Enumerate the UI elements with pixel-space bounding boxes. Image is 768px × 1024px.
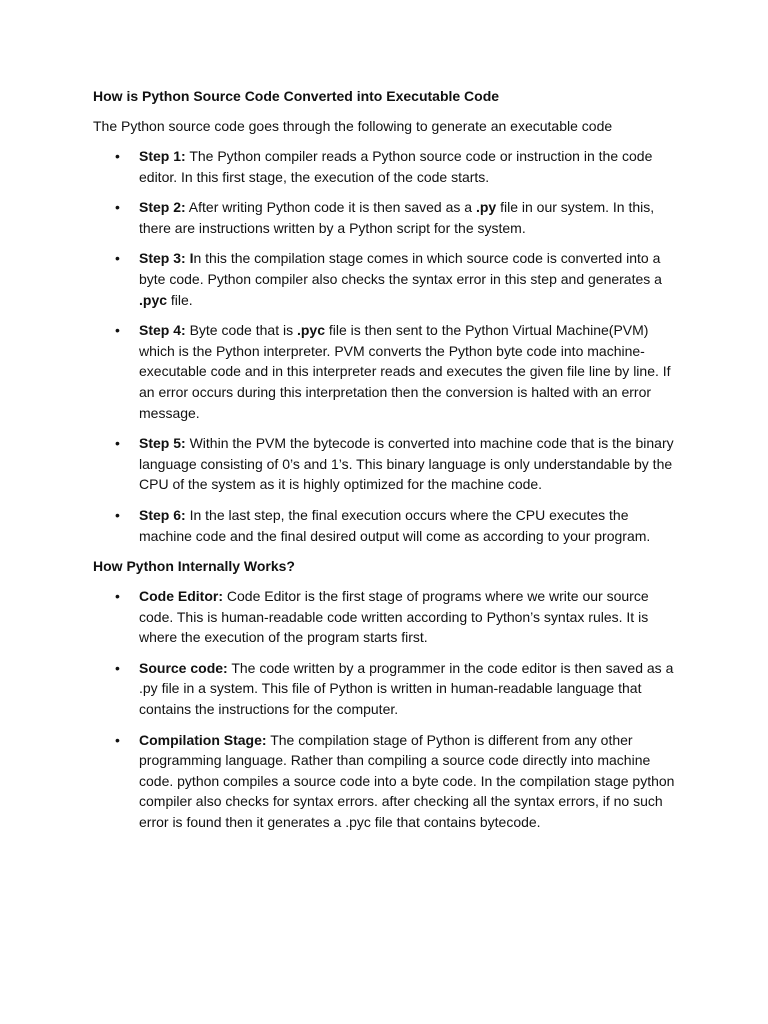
intro-paragraph: The Python source code goes through the following to generate an executable code bbox=[93, 118, 613, 134]
step-text: After writing Python code it is then saved as a bbox=[185, 199, 476, 216]
list-item bbox=[93, 730, 678, 833]
step-label: Step 4: bbox=[139, 322, 186, 339]
step-text: n this the compilation stage comes in which source code is converted into a byte code. Python compiler also checks the syntax error in this step and generates a bbox=[139, 250, 662, 287]
step-label: Step 5: bbox=[139, 435, 186, 452]
list-item bbox=[93, 146, 678, 187]
section-heading-internals: How Python Internally Works? bbox=[93, 558, 295, 575]
step-text: file in our system. In this, there are instructions written by a Python script for the system. bbox=[139, 199, 655, 236]
step-text: Within the PVM the bytecode is converted into machine code that is the binary language consisting of 0’s and 1’s. This binary language is only understandable by the CPU of the system as it is highly optimized for the machine code. bbox=[139, 435, 674, 493]
item-label: Code Editor: bbox=[139, 588, 223, 605]
internals-list bbox=[93, 586, 678, 833]
bullet-icon: • bbox=[115, 199, 120, 216]
list-item bbox=[93, 197, 678, 238]
bullet-icon: • bbox=[115, 250, 120, 267]
step-label: Step 3: I bbox=[139, 250, 194, 267]
bullet-icon: • bbox=[115, 506, 120, 523]
section-heading-conversion: How is Python Source Code Converted into Executable Code bbox=[93, 88, 500, 104]
step-text: In the last step, the final execution occurs where the CPU executes the machine code and the final desired output will come as according to your program. bbox=[139, 506, 651, 544]
step-label: Step 1: bbox=[139, 148, 186, 164]
item-text: The compilation stage of Python is different from any other programming language. Rather than compiling a source code directly into machine code. python compiles a source code into a byte code. In the compilation stage python compiler also checks for syntax errors. after checking all the syntax errors, if no such error is found then it generates a .pyc file that contains bytecode. bbox=[139, 731, 675, 831]
list-item bbox=[93, 248, 678, 310]
bullet-icon: • bbox=[115, 659, 120, 676]
conversion-steps-list bbox=[93, 146, 678, 546]
bullet-icon: • bbox=[115, 148, 120, 164]
bullet-icon: • bbox=[115, 588, 120, 605]
file-extension: .pyc bbox=[139, 291, 168, 308]
step-text: Byte code that is bbox=[185, 322, 297, 339]
step-text: file. bbox=[167, 291, 193, 308]
step-label: Step 6: bbox=[139, 506, 186, 523]
bullet-icon: • bbox=[115, 322, 120, 339]
item-text: Code Editor is the first stage of programs where we write our source code. This is human-readable code written according to Python’s syntax rules. It is where the execution of the program starts first. bbox=[139, 588, 649, 646]
bullet-icon: • bbox=[115, 731, 120, 748]
item-label: Compilation Stage: bbox=[139, 731, 267, 748]
file-extension: .py bbox=[475, 199, 497, 216]
step-text: file is then sent to the Python Virtual Machine(PVM) which is the Python interpreter. PVM converts the Python byte code into machine-executable code and in this interpreter reads and executes the given file line by line. If an error occurs during this interpretation then the conversion is halted with an error message. bbox=[139, 322, 671, 421]
item-label: Source code: bbox=[139, 659, 228, 676]
list-item bbox=[93, 320, 678, 423]
step-label: Step 2: bbox=[139, 199, 186, 216]
file-extension: .pyc bbox=[296, 322, 325, 339]
list-item bbox=[93, 586, 678, 648]
list-item bbox=[93, 658, 678, 720]
list-item bbox=[93, 433, 678, 495]
step-text: The Python compiler reads a Python source code or instruction in the code editor. In this first stage, the execution of the code starts. bbox=[139, 148, 653, 185]
document-page bbox=[93, 86, 678, 843]
list-item bbox=[93, 505, 678, 546]
bullet-icon: • bbox=[115, 435, 120, 452]
item-text: The code written by a programmer in the code editor is then saved as a .py file in a system. This file of Python is written in human-readable language that contains the instructions for the computer. bbox=[139, 659, 674, 718]
